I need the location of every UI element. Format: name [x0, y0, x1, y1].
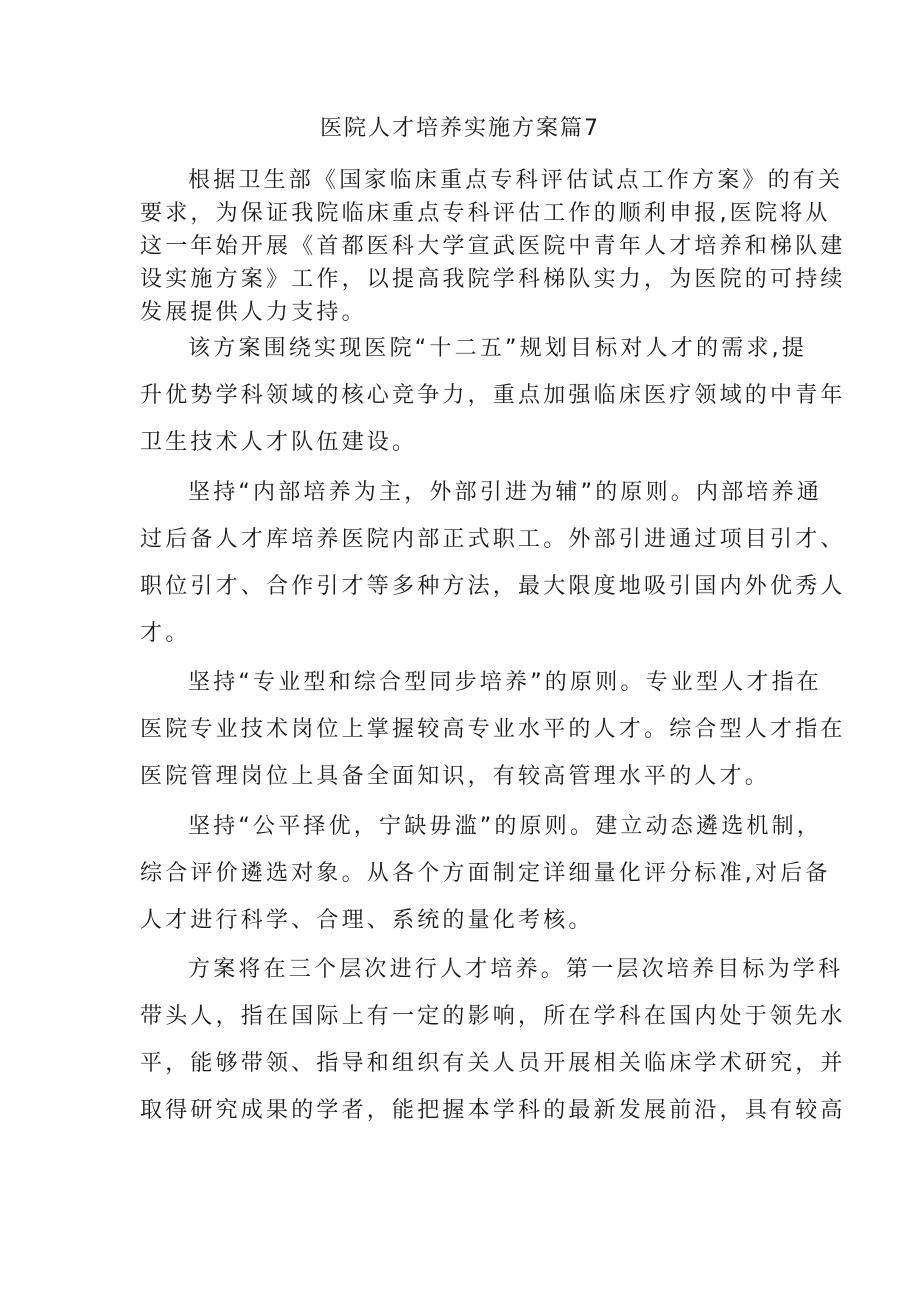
- paragraph-line: 平，能够带领、指导和组织有关人员开展相关临床学术研究，并: [140, 1051, 846, 1076]
- paragraph-1: [140, 166, 846, 331]
- paragraph-line: 升优势学科领域的核心竞争力，重点加强临床医疗领域的中青年: [140, 383, 846, 408]
- paragraph-line: 设实施方案》工作，以提高我院学科梯队实力，为医院的可持续: [140, 267, 846, 292]
- paragraph-line: 根据卫生部《国家临床重点专科评估试点工作方案》的有关: [188, 168, 844, 193]
- paragraph-3: [140, 478, 846, 666]
- paragraph-line: 综合评价遴选对象。从各个方面制定详细量化评分标准,对后备: [140, 861, 831, 886]
- paragraph-line: 才。: [140, 621, 191, 646]
- paragraph-4: [140, 668, 846, 809]
- paragraph-line: 方案将在三个层次进行人才培养。第一层次培养目标为学科: [188, 957, 844, 982]
- paragraph-2: [140, 334, 846, 475]
- paragraph-line: 坚持“内部培养为主，外部引进为辅”的原则。内部培养通: [188, 480, 822, 505]
- paragraph-line: 坚持“公平择优，宁缺毋滥”的原则。建立动态遴选机制，: [188, 814, 822, 839]
- paragraph-line: 人才进行科学、合理、系统的量化考核。: [140, 908, 594, 933]
- paragraph-line: 职位引才、合作引才等多种方法，最大限度地吸引国内外优秀人: [140, 574, 846, 599]
- paragraph-line: 坚持“专业型和综合型同步培养”的原则。专业型人才指在: [188, 670, 822, 695]
- paragraph-line: 过后备人才库培养医院内部正式职工。外部引进通过项目引才、: [140, 527, 846, 552]
- document-title: 医院人才培养实施方案篇7: [320, 116, 600, 141]
- paragraph-line: 发展提供人力支持。: [140, 300, 367, 325]
- paragraph-line: 医院专业技术岗位上掌握较高专业水平的人才。综合型人才指在: [140, 717, 846, 742]
- paragraph-line: 医院管理岗位上具备全面知识，有较高管理水平的人才。: [140, 764, 771, 789]
- paragraph-line: 取得研究成果的学者，能把握本学科的最新发展前沿，具有较高: [140, 1098, 846, 1123]
- paragraph-5: [140, 812, 831, 953]
- paragraph-line: 该方案围绕实现医院“十二五”规划目标对人才的需求,提: [188, 336, 807, 361]
- paragraph-line: 带头人，指在国际上有一定的影响，所在学科在国内处于领先水: [140, 1004, 846, 1029]
- paragraph-line: 卫生技术人才队伍建设。: [140, 430, 418, 455]
- paragraph-line: 这一年始开展《首都医科大学宣武医院中青年人才培养和梯队建: [140, 234, 846, 259]
- paragraph-line: 要求，为保证我院临床重点专科评估工作的顺利申报,医院将从: [140, 201, 831, 226]
- paragraph-6: [140, 955, 846, 1143]
